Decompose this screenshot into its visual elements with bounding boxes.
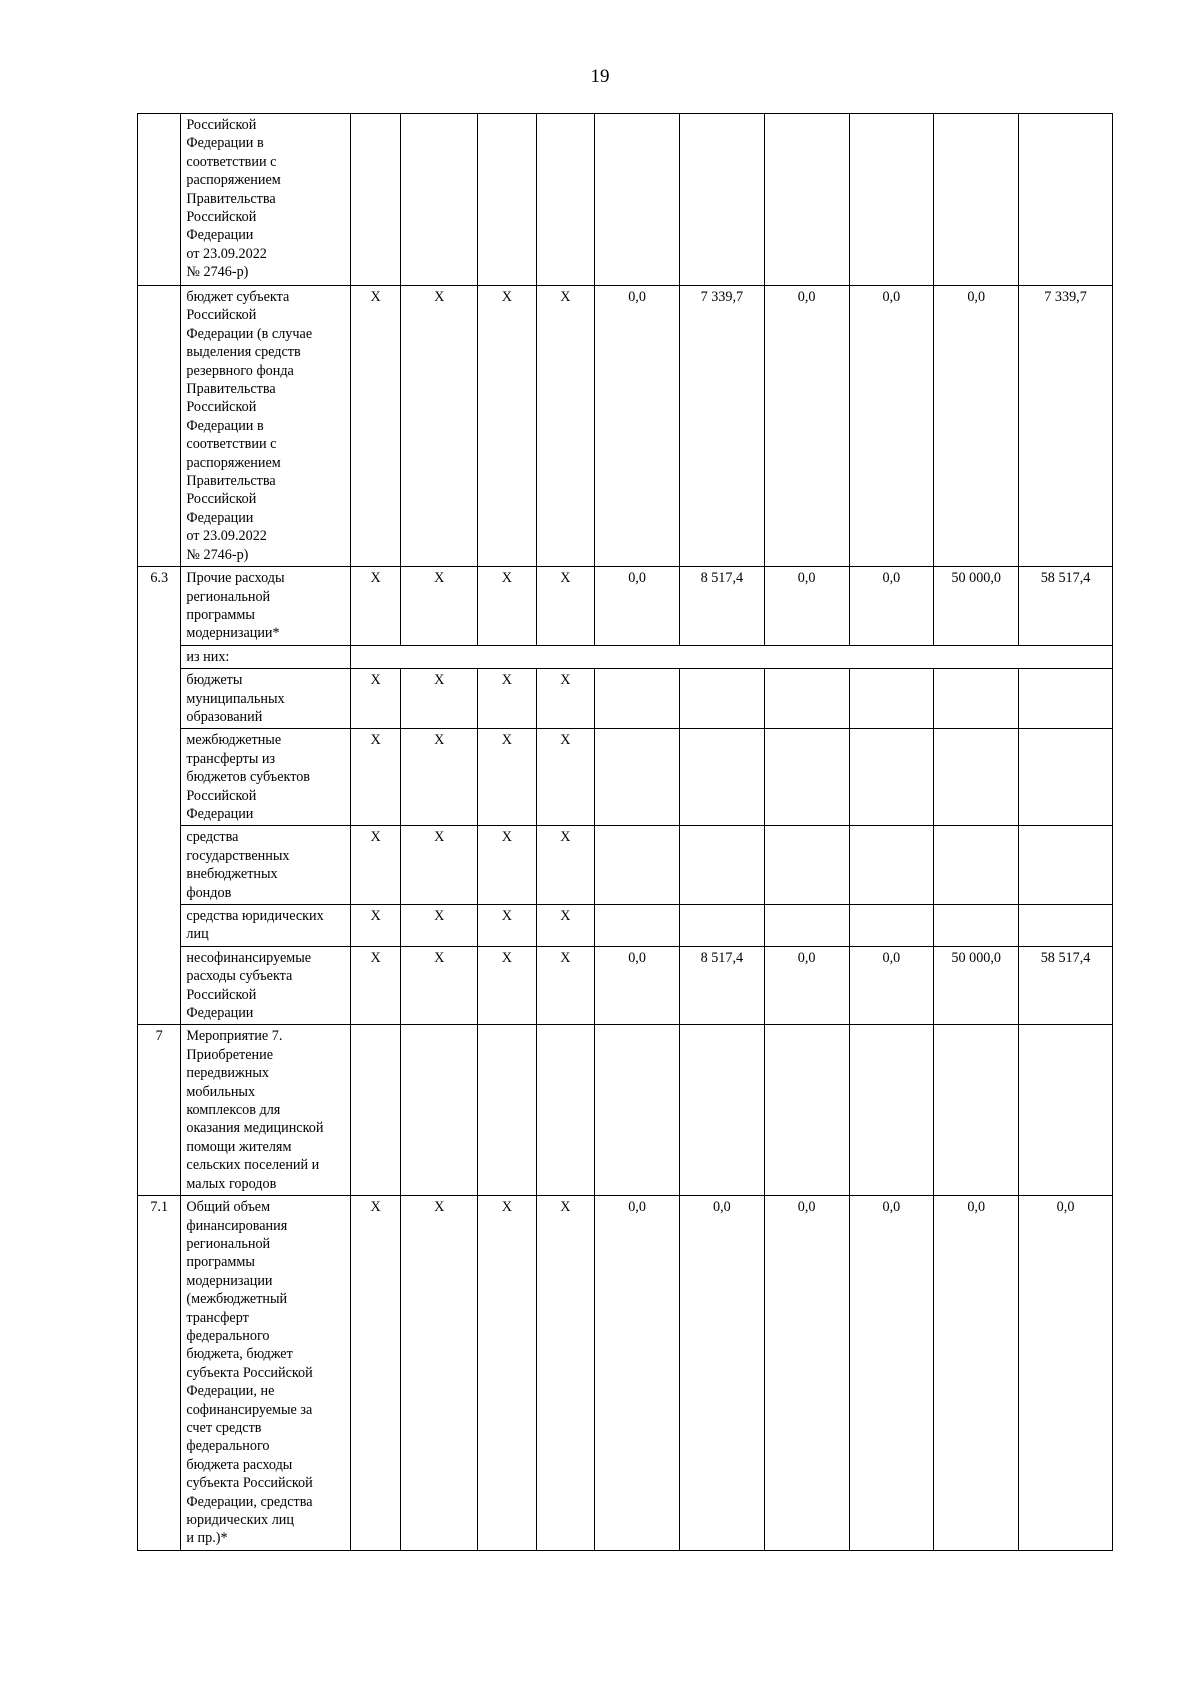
value-cell: X — [478, 729, 537, 826]
value-cell: 0,0 — [849, 286, 934, 567]
value-cell: 7 339,7 — [1019, 286, 1113, 567]
value-cell: X — [536, 567, 595, 646]
value-cell: X — [401, 567, 478, 646]
value-cell — [849, 114, 934, 286]
value-cell: X — [401, 905, 478, 947]
row-description: Прочие расходы региональной программы модернизации* — [181, 567, 351, 646]
value-cell — [764, 729, 849, 826]
value-cell: 0,0 — [764, 1196, 849, 1551]
value-cell: 58 517,4 — [1019, 946, 1113, 1025]
row-number — [138, 114, 181, 286]
value-cell: 0,0 — [764, 946, 849, 1025]
value-cell — [934, 905, 1019, 947]
value-cell — [764, 669, 849, 729]
value-cell: X — [536, 946, 595, 1025]
value-cell — [764, 1025, 849, 1196]
value-cell: 0,0 — [934, 286, 1019, 567]
value-cell — [1019, 669, 1113, 729]
page-number: 19 — [590, 66, 610, 87]
value-cell — [595, 826, 680, 905]
value-cell: X — [350, 946, 400, 1025]
value-cell: 0,0 — [595, 286, 680, 567]
value-cell — [849, 905, 934, 947]
row-number: 7 — [138, 1025, 181, 1196]
value-cell: X — [478, 826, 537, 905]
value-cell: X — [350, 286, 400, 567]
table-row — [138, 1025, 1113, 1196]
table-row — [138, 669, 1113, 729]
table-row — [138, 286, 1113, 567]
value-cell: X — [350, 729, 400, 826]
value-cell: X — [401, 946, 478, 1025]
value-cell: X — [536, 729, 595, 826]
table-row — [138, 567, 1113, 646]
value-cell: X — [350, 567, 400, 646]
value-cell: X — [401, 729, 478, 826]
value-cell — [849, 669, 934, 729]
row-description: средства государственных внебюджетных фондов — [181, 826, 351, 905]
value-cell: X — [401, 669, 478, 729]
value-cell — [679, 729, 764, 826]
row-description: из них: — [181, 645, 351, 668]
table-row — [138, 826, 1113, 905]
row-description: Российской Федерации в соответствии с распоряжением Правительства Российской Федерации от 23.09.2022 № 2746-р) — [181, 114, 351, 286]
value-cell: X — [478, 946, 537, 1025]
value-cell: X — [478, 1196, 537, 1551]
value-cell — [764, 826, 849, 905]
value-cell — [350, 114, 400, 286]
value-cell: X — [536, 905, 595, 947]
value-cell: X — [478, 905, 537, 947]
row-description: несофинансируемые расходы субъекта Российской Федерации — [181, 946, 351, 1025]
value-cell: 50 000,0 — [934, 946, 1019, 1025]
row-description: Общий объем финансирования региональной программы модернизации (межбюджетный трансферт федерального бюджета, бюджет субъекта Российской Федерации, не софинансируемые за счет средств федерального бюджета расходы субъекта Российской Федерации, средства юридических лиц и пр.)* — [181, 1196, 351, 1551]
value-cell: X — [478, 669, 537, 729]
value-cell — [401, 114, 478, 286]
value-cell: X — [478, 567, 537, 646]
value-cell — [1019, 114, 1113, 286]
value-cell — [1019, 905, 1113, 947]
value-cell: X — [536, 286, 595, 567]
value-cell: X — [478, 286, 537, 567]
row-description: бюджеты муниципальных образований — [181, 669, 351, 729]
value-cell: 7 339,7 — [679, 286, 764, 567]
value-cell — [679, 905, 764, 947]
value-cell: X — [401, 286, 478, 567]
value-cell: 0,0 — [934, 1196, 1019, 1551]
row-description: межбюджетные трансферты из бюджетов субъектов Российской Федерации — [181, 729, 351, 826]
value-cell: 0,0 — [849, 567, 934, 646]
value-cell — [934, 669, 1019, 729]
value-cell — [849, 826, 934, 905]
value-cell — [1019, 1025, 1113, 1196]
value-cell: X — [350, 1196, 400, 1551]
value-cell — [478, 1025, 537, 1196]
value-cell: 0,0 — [595, 1196, 680, 1551]
value-cell: X — [350, 669, 400, 729]
value-cell: 0,0 — [679, 1196, 764, 1551]
row-number: 7.1 — [138, 1196, 181, 1551]
value-cell — [934, 729, 1019, 826]
value-cell: X — [350, 905, 400, 947]
value-cell: X — [401, 826, 478, 905]
value-cell: 0,0 — [1019, 1196, 1113, 1551]
value-cell — [849, 1025, 934, 1196]
row-description: средства юридических лиц — [181, 905, 351, 947]
row-number — [138, 286, 181, 567]
value-cell — [849, 729, 934, 826]
table-row — [138, 946, 1113, 1025]
value-cell — [350, 1025, 400, 1196]
value-cell — [679, 114, 764, 286]
table-row — [138, 114, 1113, 286]
value-cell: 8 517,4 — [679, 946, 764, 1025]
value-cell: 0,0 — [595, 946, 680, 1025]
row-description: бюджет субъекта Российской Федерации (в случае выделения средств резервного фонда Правительства Российской Федерации в соответствии с распоряжением Правительства Российской Федерации от 23.09.2022 № 2746-р) — [181, 286, 351, 567]
value-cell — [401, 1025, 478, 1196]
value-cell — [595, 114, 680, 286]
row-description: Мероприятие 7. Приобретение передвижных мобильных комплексов для оказания медицинской помощи жителям сельских поселений и малых городов — [181, 1025, 351, 1196]
table-row — [138, 905, 1113, 947]
value-cell — [478, 114, 537, 286]
value-cell — [595, 905, 680, 947]
value-cell — [764, 114, 849, 286]
value-cell — [764, 905, 849, 947]
value-cell: 58 517,4 — [1019, 567, 1113, 646]
value-cell — [679, 1025, 764, 1196]
value-cell — [536, 1025, 595, 1196]
value-cell — [1019, 826, 1113, 905]
value-cell — [934, 114, 1019, 286]
value-cell — [595, 669, 680, 729]
value-cell — [934, 826, 1019, 905]
value-cell: 0,0 — [849, 1196, 934, 1551]
value-cell: X — [401, 1196, 478, 1551]
value-cell: 0,0 — [849, 946, 934, 1025]
value-cell: 0,0 — [764, 567, 849, 646]
value-cell — [1019, 729, 1113, 826]
value-cell — [536, 114, 595, 286]
table-row — [138, 645, 1113, 668]
table-row — [138, 729, 1113, 826]
value-cell — [679, 826, 764, 905]
value-cell: 0,0 — [764, 286, 849, 567]
value-cell: 0,0 — [595, 567, 680, 646]
value-cell: X — [350, 826, 400, 905]
budget-table — [137, 113, 1113, 1551]
value-cell — [595, 1025, 680, 1196]
row-number: 6.3 — [138, 567, 181, 1025]
value-cell: X — [536, 669, 595, 729]
value-cell — [934, 1025, 1019, 1196]
value-cell: X — [536, 826, 595, 905]
value-cell — [595, 729, 680, 826]
value-cell: 8 517,4 — [679, 567, 764, 646]
table-row — [138, 1196, 1113, 1551]
value-cell: X — [536, 1196, 595, 1551]
value-cell: 50 000,0 — [934, 567, 1019, 646]
value-cell — [679, 669, 764, 729]
merged-empty-cell — [350, 645, 1112, 668]
